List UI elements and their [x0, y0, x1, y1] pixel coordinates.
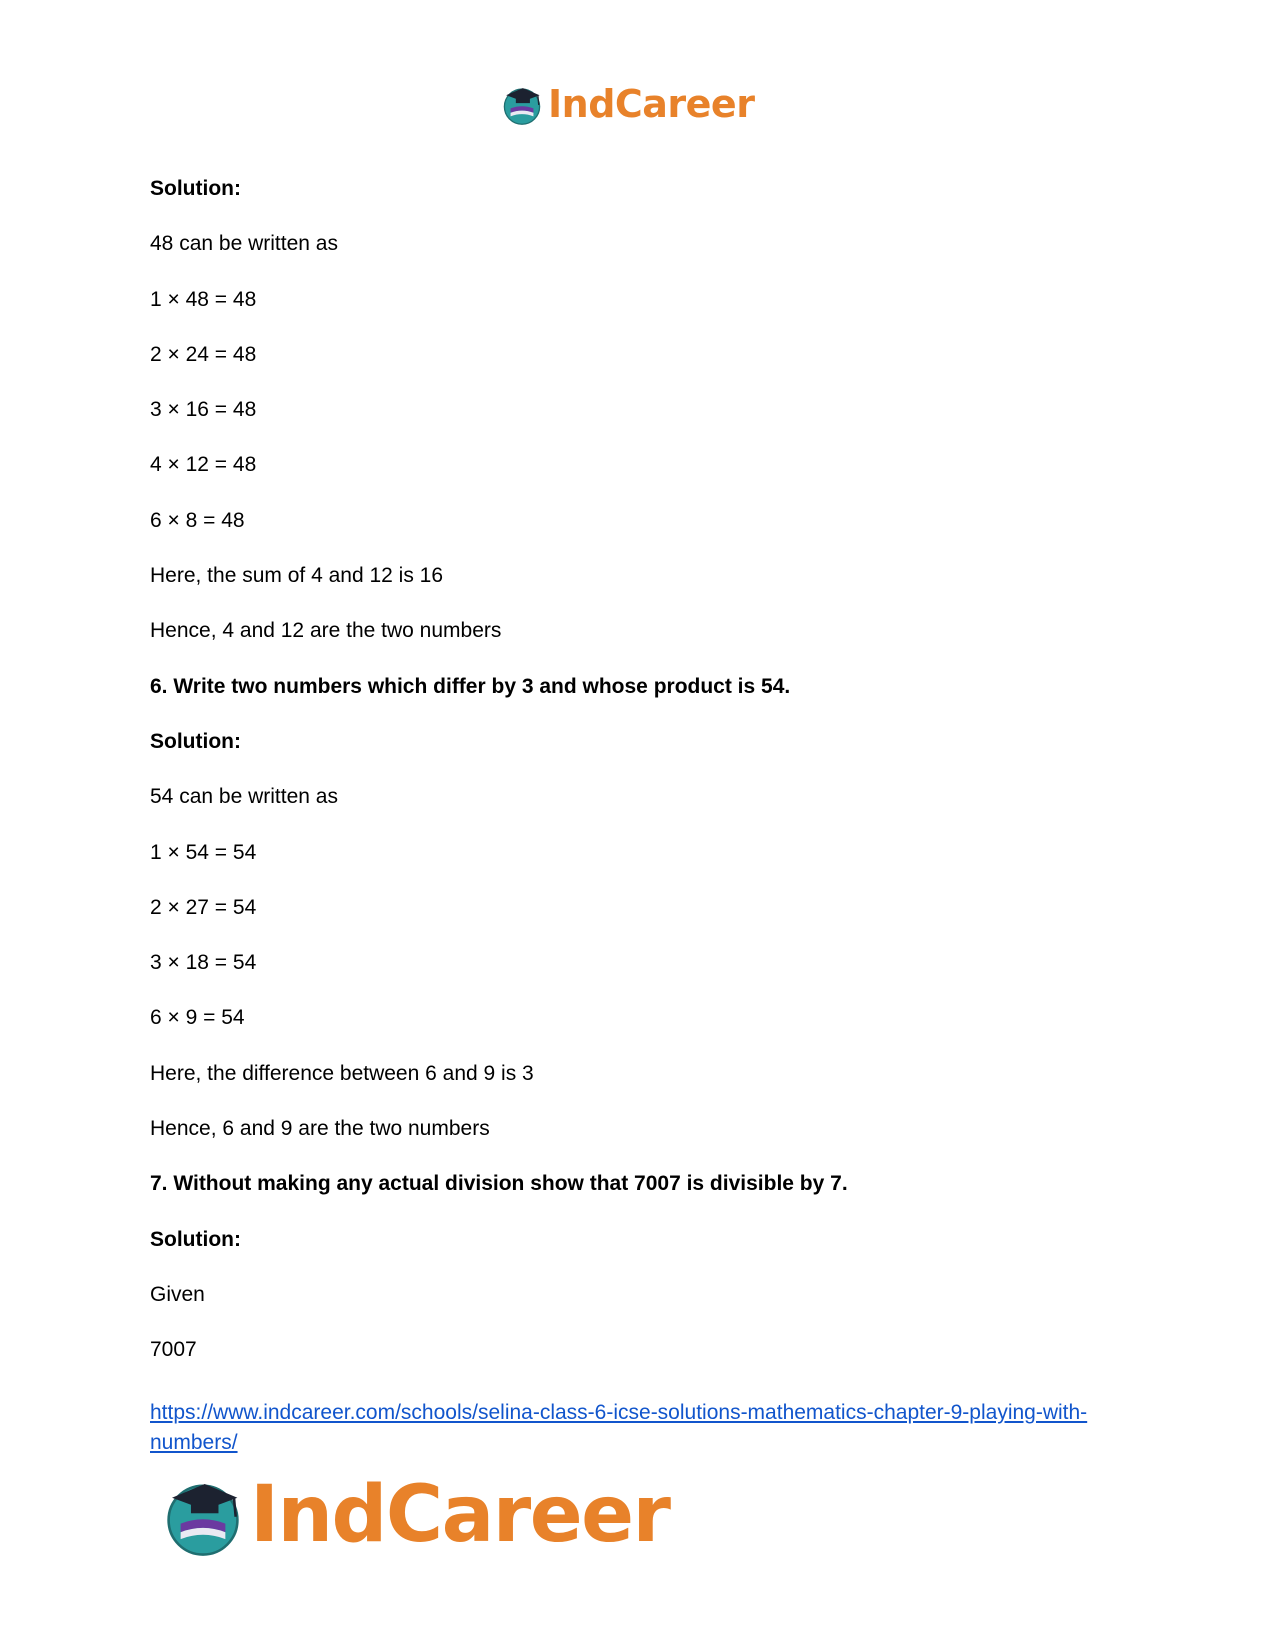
text-line: Hence, 6 and 9 are the two numbers [150, 1117, 490, 1141]
text-line: 1 × 48 = 48 [150, 287, 257, 311]
question-heading: 7. Without making any actual division show that 7007 is divisible by 7. [150, 1172, 848, 1196]
header-logo-text: IndCareer [548, 82, 755, 126]
globe-cap-icon [500, 82, 544, 126]
source-link[interactable]: https://www.indcareer.com/schools/selina-class-6-icse-solutions-mathematics-chapter-9-playing-with-numbers/ [150, 1401, 1088, 1454]
footer-logo-text: IndCareer [250, 1470, 670, 1560]
text-line: 48 can be written as [150, 232, 338, 256]
text-line: Here, the difference between 6 and 9 is 3 [150, 1061, 534, 1085]
solution-label: Solution: [150, 1227, 241, 1251]
text-line: 6 × 8 = 48 [150, 508, 245, 532]
solution-label: Solution: [150, 729, 241, 753]
header-logo [500, 80, 754, 128]
document-body [150, 177, 1150, 1394]
text-line: 54 can be written as [150, 785, 338, 809]
text-line: 6 × 9 = 54 [150, 1006, 245, 1030]
text-line: Given [150, 1282, 205, 1306]
source-link-block [150, 1398, 1160, 1458]
text-line: 1 × 54 = 54 [150, 840, 257, 864]
solution-label: Solution: [150, 177, 241, 200]
text-line: Hence, 4 and 12 are the two numbers [150, 619, 502, 643]
footer-logo [160, 1470, 670, 1560]
text-line: Here, the sum of 4 and 12 is 16 [150, 564, 444, 588]
question-heading: 6. Write two numbers which differ by 3 and whose product is 54. [150, 674, 791, 698]
globe-cap-icon [160, 1472, 246, 1558]
text-line: 3 × 18 = 54 [150, 951, 257, 975]
text-line: 2 × 27 = 54 [150, 895, 257, 919]
text-line: 4 × 12 = 48 [150, 453, 257, 477]
text-line: 2 × 24 = 48 [150, 342, 257, 366]
text-line: 7007 [150, 1338, 197, 1362]
text-line: 3 × 16 = 48 [150, 398, 257, 422]
